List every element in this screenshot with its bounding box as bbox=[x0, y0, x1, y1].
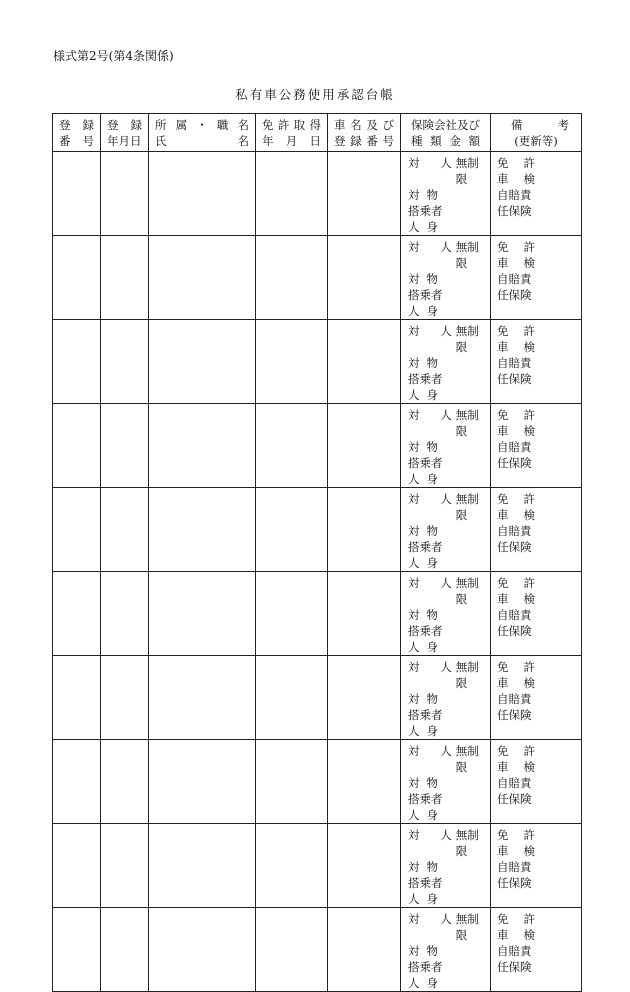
cell-remarks: 免 許 車 検 自賠責 任保険 bbox=[491, 320, 582, 404]
cell-affiliation[interactable] bbox=[149, 236, 256, 320]
header-reg-date: 登 録 年月日 bbox=[101, 114, 149, 152]
cell-reg-no[interactable] bbox=[53, 152, 101, 236]
cell-license[interactable] bbox=[256, 320, 328, 404]
cell-insurance: 対 人 無制限 対 物 搭乗者 人 身 bbox=[401, 824, 491, 908]
header-reg-no: 登 録 番 号 bbox=[53, 114, 101, 152]
cell-license[interactable] bbox=[256, 740, 328, 824]
cell-reg-date[interactable] bbox=[101, 740, 149, 824]
cell-reg-no[interactable] bbox=[53, 236, 101, 320]
cell-remarks: 免 許 車 検 自賠責 任保険 bbox=[491, 236, 582, 320]
table-row bbox=[53, 152, 582, 236]
cell-reg-no[interactable] bbox=[53, 572, 101, 656]
cell-remarks: 免 許 車 検 自賠責 任保険 bbox=[491, 488, 582, 572]
ledger-table bbox=[52, 113, 582, 992]
cell-remarks: 免 許 車 検 自賠責 任保険 bbox=[491, 656, 582, 740]
cell-license[interactable] bbox=[256, 908, 328, 992]
cell-remarks: 免 許 車 検 自賠責 任保険 bbox=[491, 908, 582, 992]
cell-affiliation[interactable] bbox=[149, 656, 256, 740]
table-row bbox=[53, 740, 582, 824]
cell-reg-date[interactable] bbox=[101, 572, 149, 656]
header-license: 免 許 取 得 年 月 日 bbox=[256, 114, 328, 152]
cell-vehicle[interactable] bbox=[328, 656, 401, 740]
cell-vehicle[interactable] bbox=[328, 488, 401, 572]
form-number: 様式第2号(第4条関係) bbox=[53, 49, 174, 63]
cell-reg-no[interactable] bbox=[53, 488, 101, 572]
cell-insurance: 対 人 無制限 対 物 搭乗者 人 身 bbox=[401, 404, 491, 488]
cell-vehicle[interactable] bbox=[328, 740, 401, 824]
cell-insurance: 対 人 無制限 対 物 搭乗者 人 身 bbox=[401, 908, 491, 992]
cell-affiliation[interactable] bbox=[149, 488, 256, 572]
ledger-title: 私有車公務使用承認台帳 bbox=[235, 87, 395, 102]
cell-reg-no[interactable] bbox=[53, 320, 101, 404]
table-row bbox=[53, 656, 582, 740]
table-row bbox=[53, 824, 582, 908]
cell-license[interactable] bbox=[256, 488, 328, 572]
cell-reg-date[interactable] bbox=[101, 236, 149, 320]
table-row bbox=[53, 908, 582, 992]
cell-insurance: 対 人 無制限 対 物 搭乗者 人 身 bbox=[401, 488, 491, 572]
cell-insurance: 対 人 無制限 対 物 搭乗者 人 身 bbox=[401, 656, 491, 740]
cell-license[interactable] bbox=[256, 404, 328, 488]
cell-remarks: 免 許 車 検 自賠責 任保険 bbox=[491, 740, 582, 824]
cell-affiliation[interactable] bbox=[149, 572, 256, 656]
cell-affiliation[interactable] bbox=[149, 824, 256, 908]
cell-affiliation[interactable] bbox=[149, 740, 256, 824]
cell-insurance: 対 人 無制限 対 物 搭乗者 人 身 bbox=[401, 236, 491, 320]
cell-vehicle[interactable] bbox=[328, 824, 401, 908]
cell-remarks: 免 許 車 検 自賠責 任保険 bbox=[491, 404, 582, 488]
cell-reg-date[interactable] bbox=[101, 488, 149, 572]
cell-reg-no[interactable] bbox=[53, 656, 101, 740]
header-insurance: 保険会社及び 種 類 金 額 bbox=[401, 114, 491, 152]
cell-reg-no[interactable] bbox=[53, 740, 101, 824]
cell-vehicle[interactable] bbox=[328, 908, 401, 992]
cell-affiliation[interactable] bbox=[149, 320, 256, 404]
cell-vehicle[interactable] bbox=[328, 572, 401, 656]
header-row bbox=[53, 114, 582, 152]
cell-license[interactable] bbox=[256, 656, 328, 740]
cell-insurance: 対 人 無制限 対 物 搭乗者 人 身 bbox=[401, 320, 491, 404]
cell-remarks: 免 許 車 検 自賠責 任保険 bbox=[491, 572, 582, 656]
cell-reg-date[interactable] bbox=[101, 320, 149, 404]
cell-remarks: 免 許 車 検 自賠責 任保険 bbox=[491, 152, 582, 236]
cell-insurance: 対 人 無制限 対 物 搭乗者 人 身 bbox=[401, 740, 491, 824]
cell-reg-date[interactable] bbox=[101, 908, 149, 992]
cell-license[interactable] bbox=[256, 572, 328, 656]
table-row bbox=[53, 572, 582, 656]
cell-reg-no[interactable] bbox=[53, 908, 101, 992]
cell-affiliation[interactable] bbox=[149, 908, 256, 992]
cell-remarks: 免 許 車 検 自賠責 任保険 bbox=[491, 824, 582, 908]
cell-reg-no[interactable] bbox=[53, 824, 101, 908]
cell-reg-date[interactable] bbox=[101, 824, 149, 908]
cell-license[interactable] bbox=[256, 236, 328, 320]
cell-vehicle[interactable] bbox=[328, 236, 401, 320]
cell-reg-date[interactable] bbox=[101, 152, 149, 236]
cell-license[interactable] bbox=[256, 824, 328, 908]
table-row bbox=[53, 488, 582, 572]
cell-insurance: 対 人 無制限 対 物 搭乗者 人 身 bbox=[401, 572, 491, 656]
table-row bbox=[53, 404, 582, 488]
cell-insurance: 対 人 無制限 対 物 搭乗者 人 身 bbox=[401, 152, 491, 236]
table-row bbox=[53, 236, 582, 320]
cell-affiliation[interactable] bbox=[149, 152, 256, 236]
cell-vehicle[interactable] bbox=[328, 152, 401, 236]
cell-vehicle[interactable] bbox=[328, 404, 401, 488]
cell-reg-date[interactable] bbox=[101, 404, 149, 488]
cell-reg-no[interactable] bbox=[53, 404, 101, 488]
header-affiliation: 所 属 ・ 職 名 氏 名 bbox=[149, 114, 256, 152]
cell-vehicle[interactable] bbox=[328, 320, 401, 404]
cell-license[interactable] bbox=[256, 152, 328, 236]
header-vehicle: 車 名 及 び 登 録 番 号 bbox=[328, 114, 401, 152]
cell-affiliation[interactable] bbox=[149, 404, 256, 488]
header-remarks: 備 考 (更新等) bbox=[491, 114, 582, 152]
table-row bbox=[53, 320, 582, 404]
cell-reg-date[interactable] bbox=[101, 656, 149, 740]
